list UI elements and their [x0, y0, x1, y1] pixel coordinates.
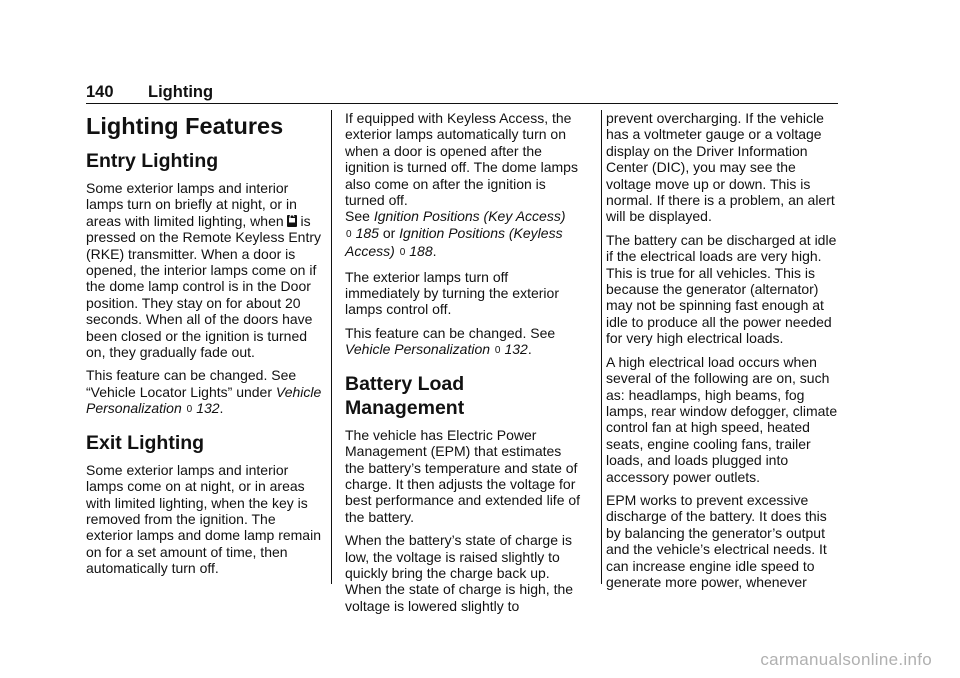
feature-change-paragraph: This feature can be changed. See Vehicle Personalization 0 132. — [345, 325, 581, 360]
page-ref[interactable]: 132 — [196, 400, 220, 417]
entry-lighting-paragraph-1 — [86, 180, 322, 360]
keyless-text: If equipped with Keyless Access, the exterior lamps automatically turn on when a door is opened after the ignition is turned off. The dome lamps also come on after the ignition is turned off. — [345, 110, 578, 209]
exit-lighting-paragraph: Some exterior lamps and interior lamps come on at night, or in areas with limited lighting, when the key is removed from the ignition. The exterior lamps and dome lamp remain on for a set amount of time, then automatically turn off. — [86, 461, 321, 577]
page-ref-arrow-icon: 0 — [494, 345, 501, 357]
column-1 — [86, 110, 322, 584]
heading-battery-load-management: Battery Load Management — [345, 372, 465, 419]
epm-works-paragraph: EPM works to prevent excessive discharge of the battery. It does this by balancing the generator’s output and the vehicle’s electrical needs. It can increase engine idle speed to generate more power, whenever — [606, 491, 827, 590]
page-ref-arrow-icon: 0 — [186, 404, 193, 416]
high-load-paragraph: A high electrical load occurs when several of the following are on, such as: headlamps, high beams, fog lamps, rear window defogger, climate control fan at high speed, heated seats, engine cooling fans, trailer loads, and loads plugged into accessory power outlets. — [606, 353, 838, 485]
heading-lighting-features: Lighting Features — [86, 113, 284, 139]
page-ref-arrow-icon: 0 — [399, 247, 406, 259]
link-vehicle-personalization[interactable]: Vehicle Personalization — [86, 383, 322, 417]
column-3 — [606, 110, 842, 597]
or-text: or — [382, 224, 396, 241]
running-header — [86, 82, 213, 102]
overcharging-paragraph: prevent overcharging. If the vehicle has a voltmeter gauge or a voltage display on the Driver Information Center (DIC), you may see the voltage move up or down. This is normal. If there is a problem, an alert will be displayed. — [606, 110, 835, 225]
entry-p1-text-b: is pressed on the Remote Keyless Entry (RKE) transmitter. When a door is opened, the interior lamps come on if the dome lamp control is in the Door position. They stay on for about 20 seconds. When all of the doors have been closed or the ignition is turned on, they gradually fade out. — [86, 212, 322, 361]
heading-entry-lighting: Entry Lighting — [86, 150, 219, 172]
column-2 — [345, 110, 581, 621]
see-text: See — [345, 208, 370, 225]
page-ref[interactable]: 132 — [504, 341, 528, 358]
link-ignition-keyless-access[interactable]: Ignition Positions (Keyless Access) — [345, 224, 563, 260]
keyless-paragraph: If equipped with Keyless Access, the exterior lamps automatically turn on when a door is opened after the ignition is turned off. The dome lamps also come on after the ignition is turned off. See Ignition Positions (Key Access) 0 185 or Ignition Positions (Keyless Access) 0 188. — [345, 110, 581, 262]
section-title: Lighting — [148, 83, 214, 101]
header-rule — [86, 103, 838, 104]
entry-p2-text: This feature can be changed. See “Vehicle Locator Lights” under — [86, 367, 297, 400]
discharge-idle-paragraph: The battery can be discharged at idle if the electrical loads are very high. This is true for all vehicles. This is because the generator (alternator) may not be spinning fast enough at idle to produce all the power needed for very high electrical loads. — [606, 231, 837, 347]
page-number: 140 — [86, 83, 114, 101]
entry-p1-text-a: Some exterior lamps and interior lamps turn on briefly at night, or in areas with limited lighting, when — [86, 180, 297, 229]
unlock-key-icon — [287, 214, 297, 226]
lamps-off-paragraph: The exterior lamps turn off immediately by turning the exterior lamps control off. — [345, 268, 559, 318]
feature-change-text: This feature can be changed. See — [345, 324, 556, 341]
heading-exit-lighting: Exit Lighting — [86, 431, 205, 454]
column-separator-2 — [601, 110, 602, 584]
watermark: carmanualsonline.info — [760, 650, 932, 669]
link-ignition-key-access[interactable]: Ignition Positions (Key Access) — [373, 208, 566, 225]
page-ref[interactable]: 185 — [355, 224, 379, 241]
state-of-charge-paragraph: When the battery’s state of charge is low, the voltage is raised slightly to quickly bring the charge back up. When the state of charge is high, the voltage is lowered slightly to — [345, 532, 574, 614]
column-separator-1 — [331, 110, 332, 584]
page-ref[interactable]: 188 — [409, 243, 433, 260]
page-ref-arrow-icon: 0 — [346, 228, 352, 240]
link-vehicle-personalization[interactable]: Vehicle Personalization — [345, 341, 491, 358]
entry-lighting-paragraph-2: This feature can be changed. See “Vehicle Locator Lights” under Vehicle Personalization 0 132. — [86, 367, 322, 418]
epm-paragraph: The vehicle has Electric Power Management (EPM) that estimates the battery’s temperature and state of charge. It then adjusts the voltage for best performance and extended life of the battery. — [345, 426, 581, 525]
